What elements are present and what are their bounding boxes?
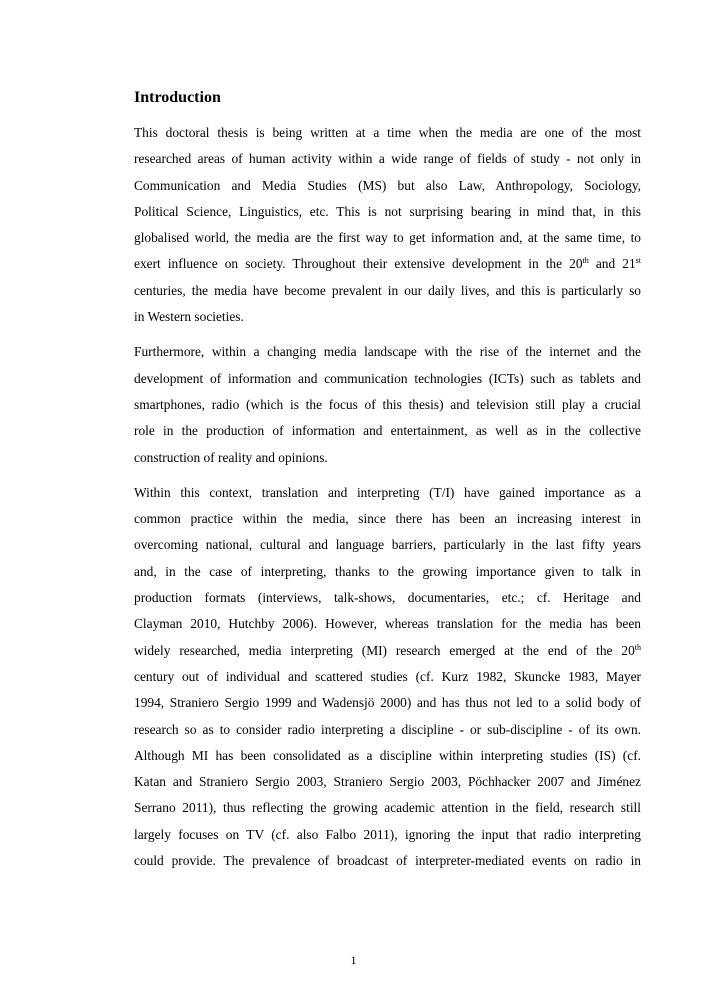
page-number: 1 [350, 953, 357, 967]
paragraph-1-line-8: in Western societies. [134, 309, 244, 325]
paragraph-3-line-10: research so as to consider radio interpreting a discipline - or sub-discipline - of its own. [134, 721, 641, 737]
paragraph-3-line-1: Within this context, translation and interpreting (T/I) have gained importance as a [134, 484, 641, 500]
paragraph-2 [134, 339, 641, 470]
paragraph-2-line-2: development of information and communication technologies (ICTs) such as tablets and [134, 370, 641, 386]
paragraph-3 [134, 480, 641, 874]
paragraph-1-line-1: This doctoral thesis is being written at a time when the media are one of the most [134, 125, 641, 140]
paragraph-3-line-7: widely researched, media interpreting (MI) research emerged at the end of the 20th [134, 642, 641, 658]
section-heading: Introduction [134, 89, 221, 106]
paragraph-2-line-1: Furthermore, within a changing media landscape with the rise of the internet and the [134, 344, 641, 360]
paragraph-3-line-2: common practice within the media, since there has been an increasing interest in [134, 511, 641, 527]
paragraph-3-line-14: largely focuses on TV (cf. also Falbo 2011), ignoring the input that radio interpreting [134, 826, 641, 842]
paragraph-1-line-5: globalised world, the media are the first way to get information and, at the same time, to [134, 230, 641, 246]
paragraph-3-line-5: production formats (interviews, talk-shows, documentaries, etc.; cf. Heritage and [134, 590, 641, 606]
paragraph-1-line-7: centuries, the media have become prevalent in our daily lives, and this is particularly so [134, 282, 641, 298]
paragraph-2-line-4: role in the production of information and entertainment, as well as in the collective [134, 423, 641, 439]
paragraph-1-line-6: exert influence on society. Throughout their extensive development in the 20th and 21st [134, 256, 641, 272]
paragraph-3-line-12: Katan and Straniero Sergio 2003, Straniero Sergio 2003, Pöchhacker 2007 and Jiménez [134, 774, 641, 790]
paragraph-1-line-3: Communication and Media Studies (MS) but also Law, Anthropology, Sociology, [134, 177, 641, 193]
paragraph-1-line-4: Political Science, Linguistics, etc. This is not surprising bearing in mind that, in this [134, 203, 641, 219]
paragraph-3-line-15: could provide. The prevalence of broadcast of interpreter-mediated events on radio in [134, 853, 641, 869]
paragraph-3-line-6: Clayman 2010, Hutchby 2006). However, whereas translation for the media has been [134, 616, 641, 632]
paragraph-3-line-13: Serrano 2011), thus reflecting the growing academic attention in the field, research still [134, 800, 641, 816]
paragraph-2-line-5: construction of reality and opinions. [134, 449, 328, 465]
page-body [134, 88, 641, 883]
paragraph-3-line-8: century out of individual and scattered studies (cf. Kurz 1982, Skuncke 1983, Mayer [134, 668, 641, 684]
paragraph-1-line-2: researched areas of human activity within a wide range of fields of study - not only in [134, 151, 641, 167]
paragraph-3-line-11: Although MI has been consolidated as a discipline within interpreting studies (IS) (cf. [134, 747, 641, 763]
paragraph-2-line-3: smartphones, radio (which is the focus of this thesis) and television still play a crucial [134, 396, 641, 412]
paragraph-3-line-3: overcoming national, cultural and language barriers, particularly in the last fifty years [134, 537, 641, 553]
paragraph-1 [134, 120, 641, 330]
paragraph-3-line-4: and, in the case of interpreting, thanks to the growing importance given to talk in [134, 563, 641, 579]
paragraph-3-line-9: 1994, Straniero Sergio 1999 and Wadensjö 2000) and has thus not led to a solid body of [134, 695, 641, 711]
